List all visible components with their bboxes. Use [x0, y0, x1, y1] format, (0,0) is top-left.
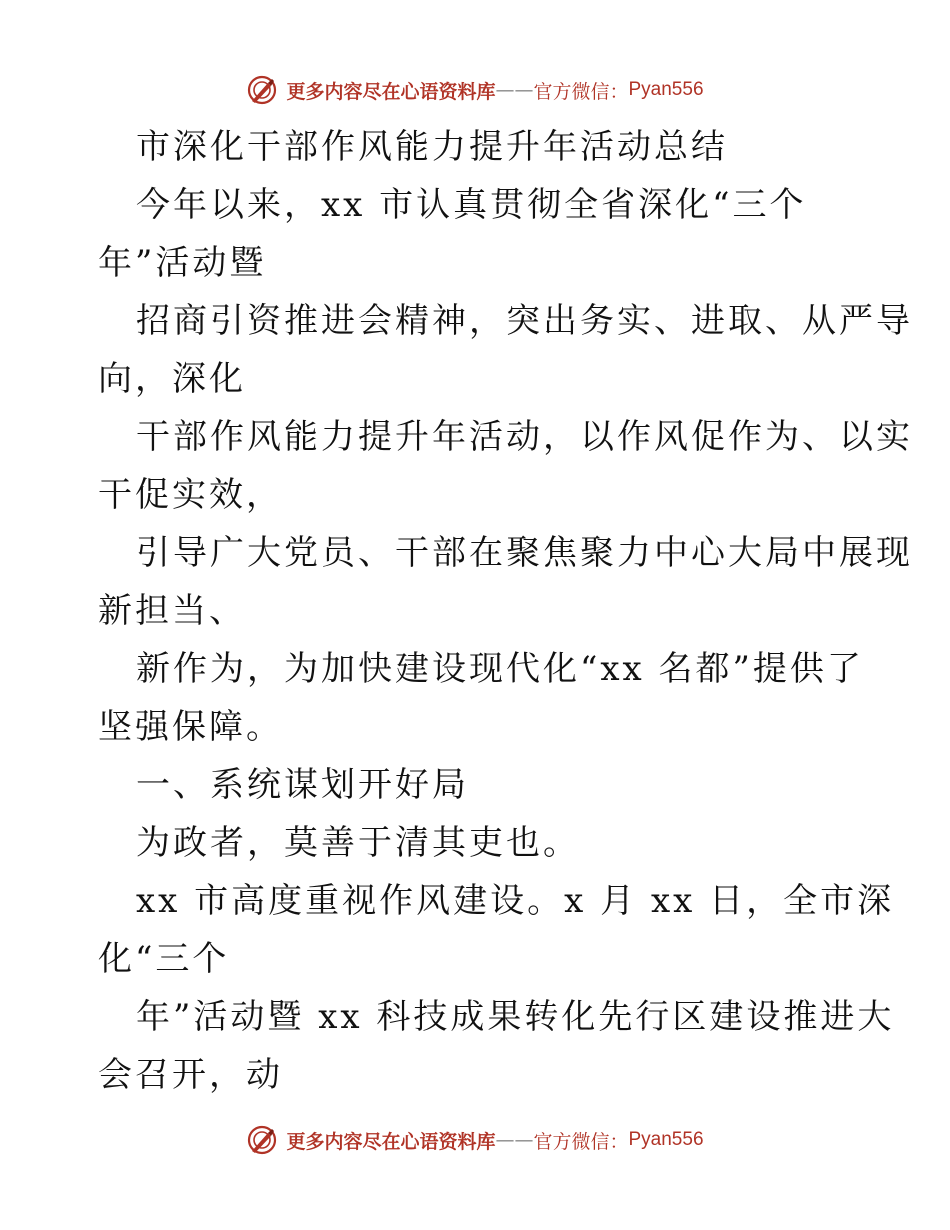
- text-line: 向，深化: [98, 359, 246, 399]
- pen-logo-icon: [246, 74, 278, 106]
- watermark-wechat-label: 官方微信：: [533, 1130, 629, 1153]
- watermark-dash: ——: [495, 79, 534, 101]
- watermark-main: 更多内容尽在心语资料库: [286, 1130, 496, 1153]
- text-line: 干部作风能力提升年活动，以作风促作为、以实: [136, 417, 913, 457]
- text-line: 干促实效，: [98, 475, 283, 515]
- text-line: 会召开，动: [98, 1055, 283, 1095]
- section-heading: 一、系统谋划开好局: [136, 765, 469, 805]
- pen-logo-icon: [246, 1124, 278, 1156]
- document-title: 市深化干部作风能力提升年活动总结: [136, 127, 728, 167]
- watermark-wechat-label: 官方微信：: [533, 80, 629, 103]
- text-line: 新作为，为加快建设现代化“xx 名都”提供了: [136, 649, 864, 689]
- watermark-wechat-id: Pyan556: [628, 1129, 704, 1150]
- text-line: 为政者，莫善于清其吏也。: [136, 823, 580, 863]
- text-line: 化“三个: [98, 939, 230, 979]
- text-line: xx 市高度重视作风建设。x 月 xx 日，全市深: [136, 881, 895, 921]
- watermark-dash: ——: [495, 1129, 534, 1151]
- watermark-banner-top: [0, 70, 950, 110]
- watermark-text: [286, 1127, 703, 1154]
- text-line: 新担当、: [98, 591, 246, 631]
- text-line: 引导广大党员、干部在聚焦聚力中心大局中展现: [136, 533, 913, 573]
- text-line: 坚强保障。: [98, 707, 283, 747]
- text-line: 年”活动暨 xx 科技成果转化先行区建设推进大: [136, 997, 895, 1037]
- text-line: 招商引资推进会精神，突出务实、进取、从严导: [136, 301, 913, 341]
- watermark-text: [286, 77, 703, 104]
- watermark-wechat-id: Pyan556: [628, 79, 704, 100]
- text-line: 今年以来，xx 市认真贯彻全省深化“三个: [136, 185, 807, 225]
- watermark-banner-bottom: [0, 1120, 950, 1160]
- text-line: 年”活动暨: [98, 243, 267, 283]
- watermark-main: 更多内容尽在心语资料库: [286, 80, 496, 103]
- document-body: [98, 118, 913, 1104]
